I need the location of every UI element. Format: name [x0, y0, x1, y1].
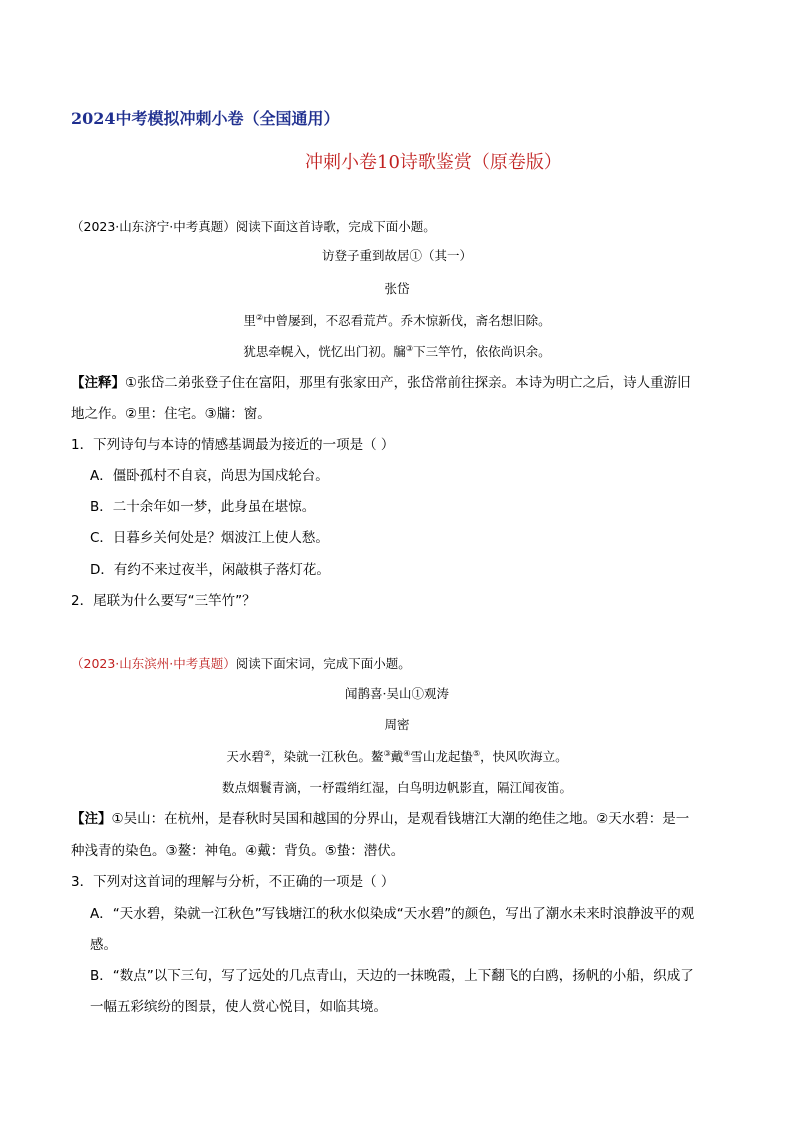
q1-option-a: A．僵卧孤村不自哀，尚思为国戍轮台。	[90, 468, 329, 484]
poem1-line2: 犹思牵幌入，恍忆出门初。牖③下三竿竹，依依尚识余。	[243, 343, 551, 359]
note1-line1: 【注释】①张岱二弟张登子住在富阳，那里有张家田产，张岱常前往探亲。本诗为明亡之后，诗人重游旧	[71, 375, 691, 391]
q3-option-b-line1: B．“数点”以下三句，写了远处的几点青山，天边的一抹晚霞，上下翻飞的白鸥，扬帆的小船，织成了	[90, 968, 694, 984]
section2-intro	[71, 655, 411, 673]
section2-instruction: 阅读下面宋词，完成下面小题。	[235, 656, 411, 671]
section2-source: （2023·山东滨州·中考真题）	[71, 656, 236, 671]
q1-option-b: B．二十余年如一梦，此身虽在堪惊。	[90, 499, 316, 515]
poem1-author: 张岱	[384, 281, 410, 296]
note1-line2: 地之作。②里：住宅。③牖：窗。	[71, 406, 271, 422]
poem1-title: 访登子重到故居①（其一）	[321, 248, 472, 263]
series-header: 2024中考模拟冲刺小卷（全国通用）	[71, 109, 340, 128]
poem1-line1: 里②中曾屡到，不忍看荒芦。乔木惊新伐，斋名想旧除。	[243, 312, 551, 328]
poem2-author: 周密	[384, 717, 410, 732]
q1-option-c: C．日暮乡关何处是？烟波江上使人愁。	[90, 530, 329, 546]
poem2-title: 闻鹊喜·吴山①观涛	[345, 686, 449, 701]
section1-source: （2023·山东济宁·中考真题）	[71, 219, 236, 234]
q3-option-a-line1: A．“天水碧，染就一江秋色”写钱塘江的秋水似染成“天水碧”的颜色，写出了潮水未来时浪静波平的观	[90, 906, 695, 922]
q3-option-b-line2: 一幅五彩缤纷的图景，使人赏心悦目，如临其境。	[90, 999, 387, 1015]
page-title: 冲刺小卷10诗歌鉴赏（原卷版）	[305, 152, 562, 173]
section1-instruction: 阅读下面这首诗歌，完成下面小题。	[235, 219, 436, 234]
q1-option-d: D．有约不来过夜半，闲敲棋子落灯花。	[90, 562, 330, 578]
note1-label: 【注释】	[71, 375, 125, 391]
question-1: 1．下列诗句与本诗的情感基调最为接近的一项是（ ）	[71, 437, 395, 453]
question-3: 3．下列对这首词的理解与分析，不正确的一项是（ ）	[71, 874, 395, 890]
note2-label: 【注】	[71, 811, 112, 827]
note2-line1: 【注】①吴山：在杭州，是春秋时吴国和越国的分界山，是观看钱塘江大潮的绝佳之地。②天水碧：是一	[71, 811, 690, 827]
note2-line2: 种浅青的染色。③鳌：神龟。④戴：背负。⑤蛰：潜伏。	[71, 843, 405, 859]
poem2-line2: 数点烟鬟青滴，一杼霞绡红湿，白鸟明边帆影直，隔江闻夜笛。	[221, 780, 572, 795]
poem2-line1: 天水碧②，染就一江秋色。鳌③戴④雪山龙起蛰⑤，快风吹海立。	[226, 748, 568, 764]
question-2: 2．尾联为什么要写“三竿竹”？	[71, 593, 256, 609]
section1-intro	[71, 218, 436, 236]
q3-option-a-line2: 感。	[90, 937, 117, 953]
